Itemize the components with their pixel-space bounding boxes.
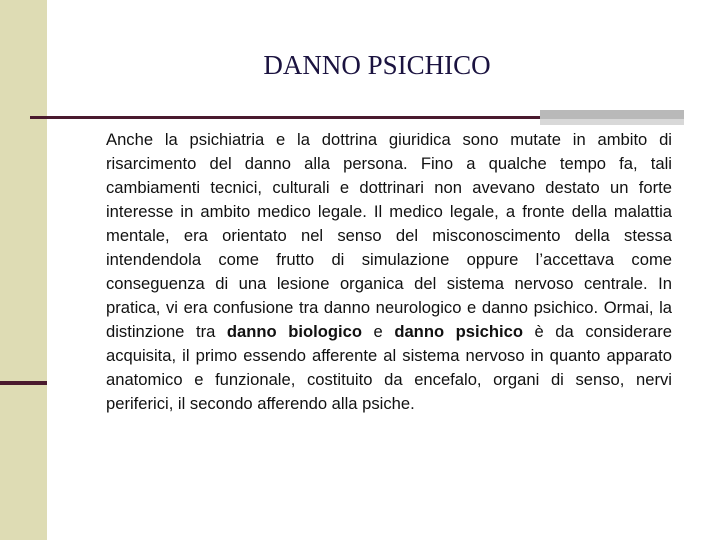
title-divider-rule	[30, 116, 542, 119]
body-paragraph	[106, 128, 672, 416]
left-decorative-band	[0, 0, 47, 540]
body-bold-danno-biologico: danno biologico	[226, 322, 362, 341]
body-text-part-3: è da considerare acquisita, il primo essendo afferente al sistema nervoso in quanto apparato anatomico e funzionale, costituito da encefalo, organi di senso, nervi periferici, il secondo afferendo alla psiche.	[106, 322, 673, 413]
body-bold-danno-psichico: danno psichico	[394, 322, 523, 341]
body-text-part-1: Anche la psichiatria e la dottrina giuridica sono mutate in ambito di risarcimento del danno alla persona. Fino a qualche tempo fa, tali cambiamenti tecnici, culturali e dottrinari non avevano destato un forte interesse in ambito medico legale. Il medico legale, a fronte della malattia mentale, era orientato nel senso del misconoscimento della stessa intendendola come frutto di simulazione oppure l’accettava come conseguenza di una lesione organica del sistema nervoso centrale. In pratica, vi era confusione tra danno neurologico e danno psichico. Ormai, la distinzione tra	[106, 130, 672, 341]
body-text-part-2: e	[361, 322, 395, 341]
slide-title: DANNO PSICHICO	[263, 50, 491, 80]
title-divider-gray-block	[540, 110, 684, 119]
left-accent-line	[0, 381, 47, 385]
title-divider-gray-shadow	[540, 119, 684, 125]
